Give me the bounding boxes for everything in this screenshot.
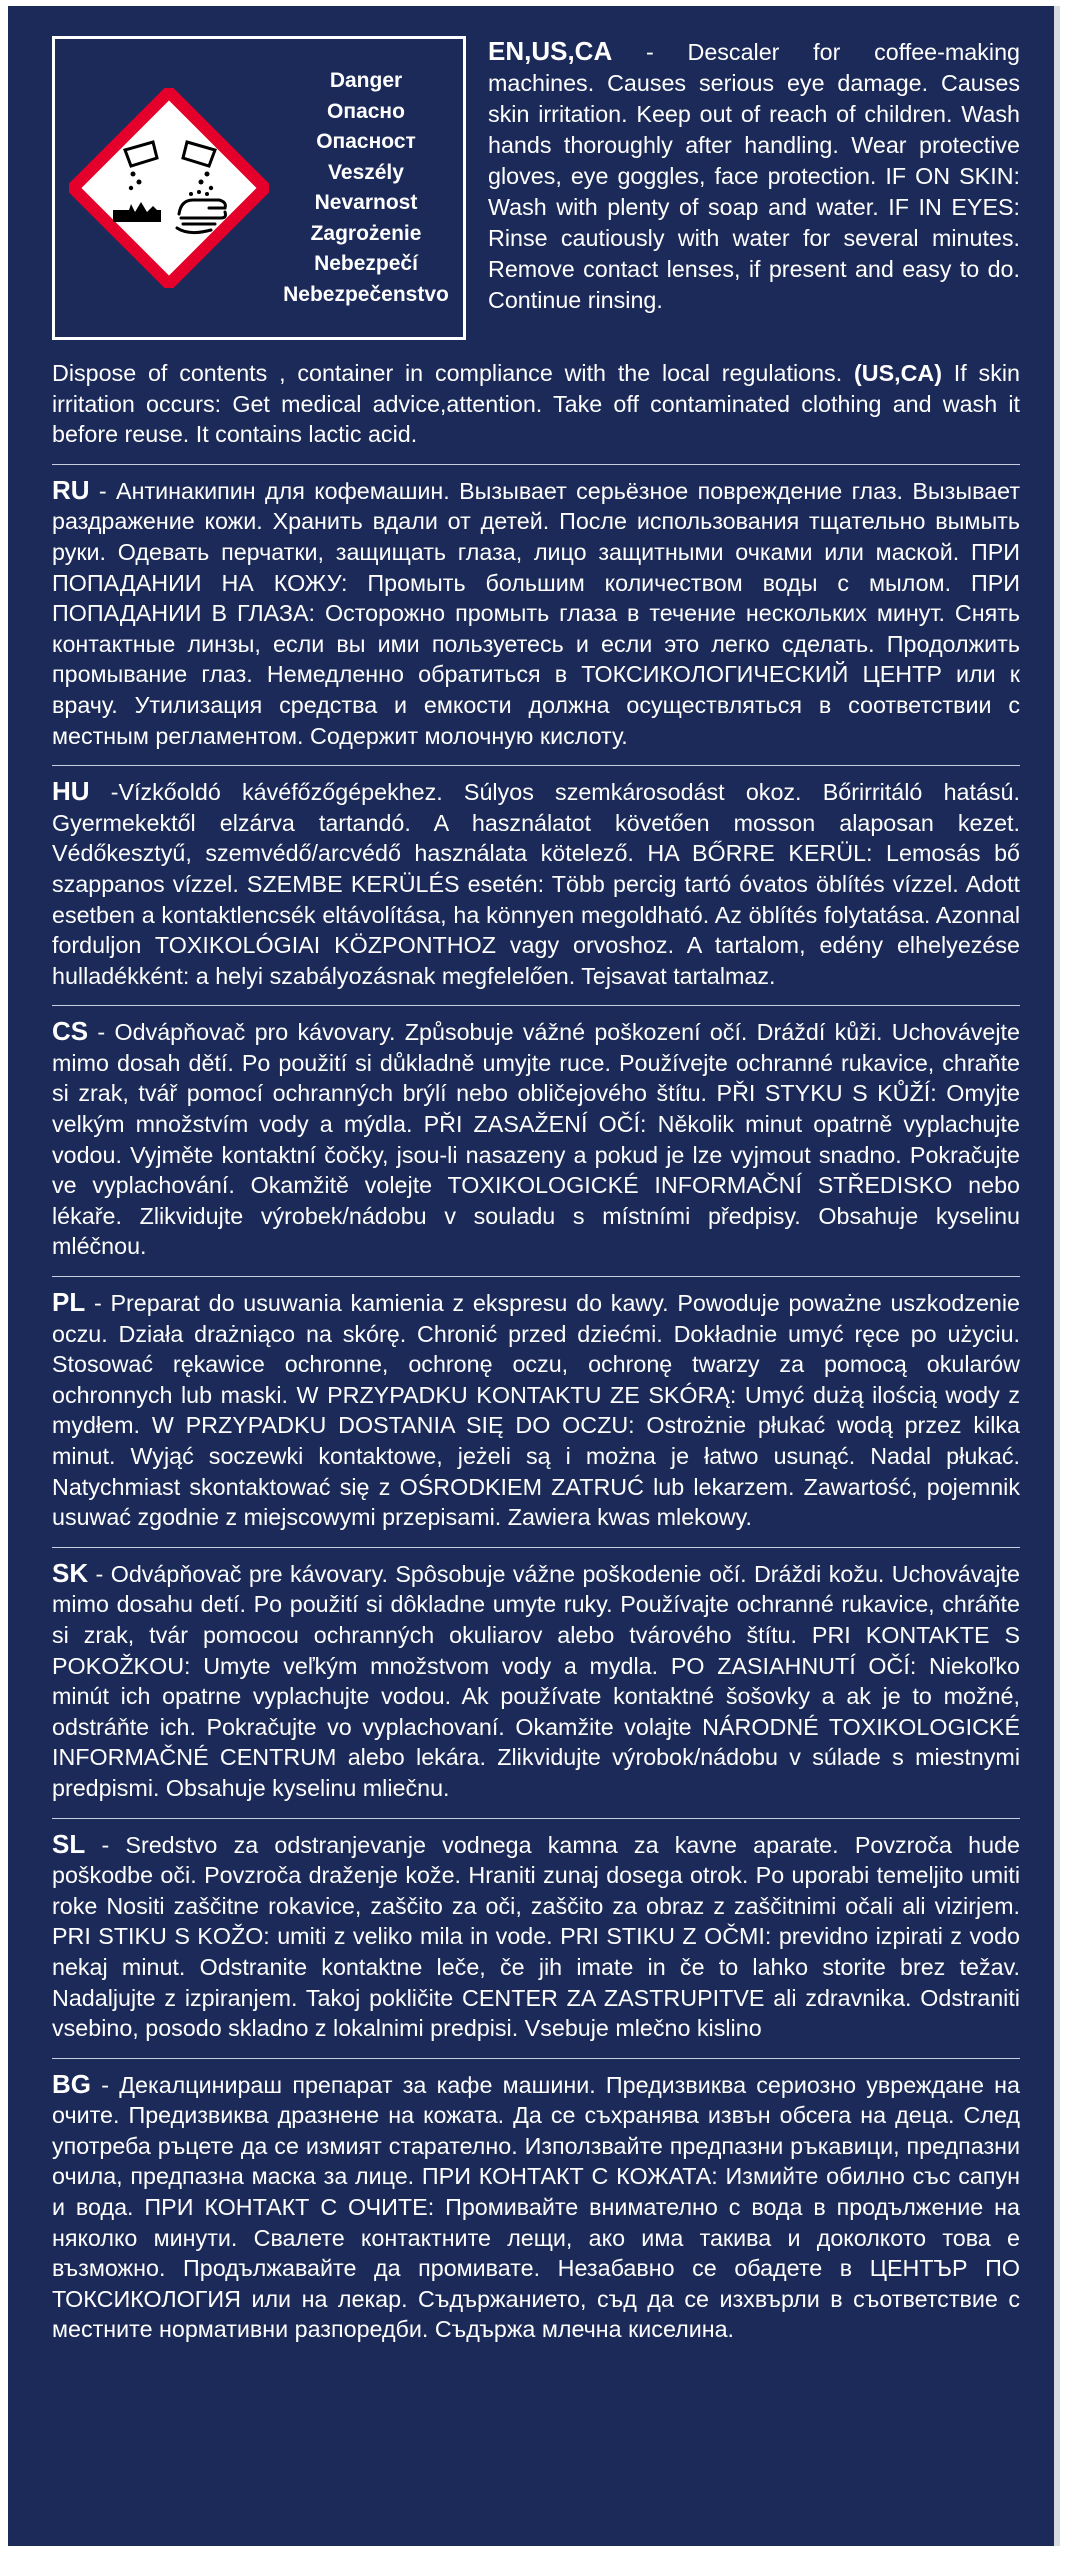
hazard-box <box>52 36 466 340</box>
section-text: -Vízkőoldó kávéfőzőgépekhez. Súlyos szemkárosodást okoz. Bőrirritáló hatású. Gyermekektől elzárva tartandó. A használatot követően mosson alaposan kezet. Védőkesztyű, szemvédő/arcvédő használata kötelező. HA BŐRRE KERÜL: Lemosás bő szappanos vízzel. SZEMBE KERÜLÉS esetén: Több percig tartó óvatos öblítés vízzel. Adott esetben a kontaktlencsék eltávolítása, ha könnyen megoldható. Az öblítés folytatása. Azonnal forduljon TOXIKOLÓGIAI KÖZPONTHOZ vagy orvoshoz. A tartalom, edény elhelyezése hulladékként: a helyi szabályozásnak megfelelően. Tejsavat tartalmaz. <box>52 779 1020 989</box>
language-code: SL <box>52 1828 86 1859</box>
section-text: - Декалцинираш препарат за кафе машини. Предизвиква сериозно увреждане на очите. Предизвиква дразнене на кожата. Да се съхранява извън обсега на деца. След употреба ръцете да се измият старателно. Използвайте предпазни ръкавици, предпазни очила, предпазна маска за лице. ПРИ КОНТАКТ С КОЖАТА: Измийте обилно със сапун и вода. ПРИ КОНТАКТ С ОЧИТЕ: Промивайте внимателно с вода в продължение на няколко минути. Свалете контактните лещи, ако има такива и доколкото това е възможно. Продължавайте да промивате. Незабавно се обадете в ЦЕНТЪР ПО ТОКСИКОЛОГИЯ или на лекар. Съдържанието, съд да се изхвърли в съответствие с местните нормативни разпоредби. Съдържа млечна киселина. <box>52 2071 1020 2343</box>
section-sk <box>52 1547 1020 1804</box>
language-code: HU <box>52 776 90 807</box>
language-code: BG <box>52 2068 91 2099</box>
section-text: - Odvápňovač pro kávovary. Způsobuje vážné poškození očí. Dráždí kůži. Uchovávejte mimo dosah dětí. Po použití si důkladně umyjte ruce. Používejte ochranné rukavice, chraňte si zrak, tvář pomocí ochranných brýlí nebo obličejového štítu. PŘI STYKU S KŮŽÍ: Omyjte velkým množstvím vody a mýdla. PŘI ZASAŽENÍ OČÍ: Několik minut opatrně vyplachujte vodou. Vyjměte kontaktní čočky, jsou-li nasazeny a pokud je lze vyjmout snadno. Pokračujte ve vyplachování. Okamžitě volejte TOXIKOLOGICKÉ INFORMAČNÍ STŘEDISKO nebo lékaře. Zlikvidujte výrobek/nádobu v souladu s místními předpisy. Obsahuje kyselinu mléčnou. <box>52 1019 1020 1260</box>
section-text: - Odvápňovač pre kávovary. Spôsobuje vážne poškodenie očí. Dráždi kožu. Uchovávajte mimo dosahu detí. Po použití si dôkladne umyte ruky. Používajte ochranné rukavice, chráňte si zrak, tvár pomocou ochranných okuliarov alebo tvárového štítu. PRI KONTAKTE S POKOŽKOU: Umyte veľkým množstvom vody a mydla. PO ZASIAHNUTÍ OČÍ: Niekoľko minút ich opatrne vyplachujte vodou. Ak používate kontaktné šošovky a ak je to možné, odstráňte ich. Pokračujte vo vyplachovaní. Okamžite volajte NÁRODNÉ TOXIKOLOGICKÉ INFORMAČNÉ CENTRUM alebo lekára. Zlikvidujte výrobok/nádobu v súlade s miestnymi predpismi. Obsahuje kyselinu mliečnu. <box>52 1560 1020 1801</box>
section-sl <box>52 1818 1020 2044</box>
language-code: PL <box>52 1287 86 1318</box>
section-text: Dispose of contents , container in compliance with the local regulations. <box>52 360 854 386</box>
signal-word: Veszély <box>328 160 404 184</box>
section-text: - Sredstvo za odstranjevanje vodnega kamna za kavne aparate. Povzroča hude poškodbe oči. Povzroča draženje kože. Hraniti zunaj dosega otrok. Po uporabi temeljito umiti roke Nositi zaščitne rokavice, zaščito za oči, zaščito za obraz z zaščitnimi očali ali vizirjem. PRI STIKU S KOŽO: umiti z veliko mila in vode. PRI STIKU Z OČMI: previdno izpirati z vodo nekaj minut. Odstranite kontaktne leče, če jih imate in če to lahko storite brez težav. Nadaljujte z izpiranjem. Takoj pokličite CENTER ZA ZASTRUPITVE ali zdravnika. Odstraniti vsebino, posodo skladno z lokalnimi predpisi. Vsebuje mlečno kislino <box>52 1831 1020 2042</box>
signal-word: Danger <box>329 69 403 92</box>
header-row <box>52 36 1020 340</box>
signal-word: Nevarnost <box>314 191 418 214</box>
signal-word: Nebezpečí <box>314 252 418 275</box>
section-cs <box>52 1005 1020 1262</box>
hazard-signal-words <box>275 66 457 310</box>
section-ru <box>52 464 1020 751</box>
section-hu <box>52 765 1020 991</box>
signal-word: Опасност <box>316 130 416 153</box>
language-code: (US,CA) <box>853 360 942 386</box>
signal-word: Nebezpečenstvo <box>283 282 449 306</box>
language-code: EN,US,CA <box>488 36 613 66</box>
section-text: - Descaler for coffee-making machines. Causes serious eye damage. Causes skin irritation. Keep out of reach of children. Wash hands thoroughly after handling. Wear protective gloves, eye goggles, face protection. IF ON SKIN: Wash with plenty of soap and water. IF IN EYES: Rinse cautiously with water for several minutes. Remove contact lenses, if present and easy to do. Continue rinsing. <box>488 39 1020 313</box>
section-text: If skin irritation occurs: Get medical advice,attention. Take off contaminated clothing and wash it before reuse. It contains lactic acid. <box>52 360 1020 448</box>
signal-word: Zagrożenie <box>310 221 422 245</box>
language-code: RU <box>52 474 90 505</box>
language-code: CS <box>52 1016 89 1047</box>
ghs05-corrosive-icon <box>69 88 269 288</box>
section-en <box>488 36 1020 316</box>
section-en-continued <box>52 358 1020 450</box>
label-panel <box>8 6 1060 2546</box>
signal-word: Опасно <box>327 99 405 123</box>
section-bg <box>52 2058 1020 2345</box>
section-pl <box>52 1276 1020 1533</box>
section-text: - Антинакипин для кофемашин. Вызывает серьёзное повреждение глаз. Вызывает раздражение кожи. Хранить вдали от детей. После использования тщательно вымыть руки. Одевать перчатки, защищать глаза, лицо защитными очками или маской. ПРИ ПОПАДАНИИ НА КОЖУ: Промыть большим количеством воды с мылом. ПРИ ПОПАДАНИИ В ГЛАЗА: Осторожно промыть глаза в течение нескольких минут. Снять контактные линзы, если вы ими пользуетесь и если это легко сделать. Продолжить промывание глаз. Немедленно обратиться в ТОКСИКОЛОГИЧЕСКИЙ ЦЕНТР или к врачу. Утилизация средства и емкости должна осуществляться в соответствии с местным регламентом. Содержит молочную кислоту. <box>52 477 1020 749</box>
language-code: SK <box>52 1557 89 1588</box>
section-text: - Preparat do usuwania kamienia z ekspresu do kawy. Powoduje poważne uszkodzenie oczu. Działa drażniąco na skórę. Chronić przed dziećmi. Dokładnie umyć ręce po użyciu. Stosować rękawice ochronne, ochronę oczu, ochronę twarzy za pomocą okularów ochronnych lub maski. W PRZYPADKU KONTAKTU ZE SKÓRĄ: Umyć dużą ilością wody z mydłem. W PRZYPADKU DOSTANIA SIĘ DO OCZU: Ostrożnie płukać wodą przez kilka minut. Wyjąć soczewki kontaktowe, jeżeli są i można je łatwo usunąć. Nadal płukać. Natychmiast skontaktować się z OŚRODKIEM ZATRUĆ lub lekarzem. Zawartość, pojemnik usuwać zgodnie z miejscowymi przepisami. Zawiera kwas mlekowy. <box>52 1290 1020 1531</box>
